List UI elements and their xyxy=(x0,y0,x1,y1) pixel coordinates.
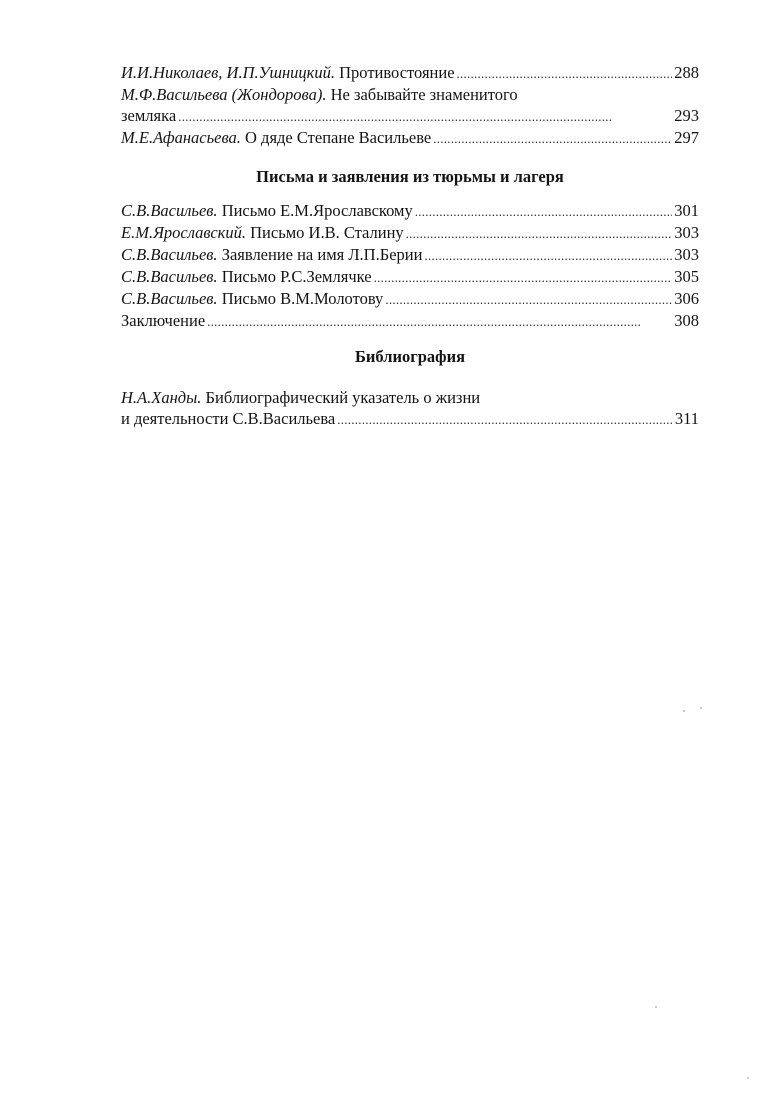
entry-page-number: 297 xyxy=(674,128,699,147)
entry-page-number: 303 xyxy=(674,245,699,264)
scan-speck xyxy=(700,707,702,709)
entry-title: Письмо Р.С.Землячке xyxy=(221,267,372,286)
entry-page-number: 293 xyxy=(674,106,699,125)
dot-leader xyxy=(424,245,672,266)
scan-speck xyxy=(747,1077,749,1079)
scan-speck xyxy=(683,710,685,712)
toc-entry xyxy=(121,84,699,127)
entry-author: С.В.Васильев. xyxy=(121,201,218,220)
entry-page-number: 288 xyxy=(674,63,699,82)
dot-leader xyxy=(207,311,672,332)
entry-author: Н.А.Ханды. xyxy=(121,388,202,407)
dot-leader xyxy=(178,106,672,127)
dot-leader xyxy=(337,409,673,430)
section-heading: Библиография xyxy=(354,347,466,366)
dot-leader xyxy=(385,289,672,310)
toc-entry xyxy=(121,222,699,244)
toc-section-3 xyxy=(121,387,699,430)
dot-leader xyxy=(415,201,673,222)
entry-page-number: 311 xyxy=(674,409,699,428)
section-heading: Письма и заявления из тюрьмы и лагеря xyxy=(256,167,564,186)
dot-leader xyxy=(406,223,673,244)
toc-section-2 xyxy=(121,200,699,332)
entry-title: О дяде Степане Васильеве xyxy=(245,128,432,147)
entry-author: С.В.Васильев. xyxy=(121,245,218,264)
entry-page-number: 301 xyxy=(674,201,699,220)
entry-title: Заключение xyxy=(121,311,206,330)
dot-leader xyxy=(433,128,672,149)
toc-entry xyxy=(121,288,699,310)
entry-title-continuation: земляка xyxy=(121,106,177,125)
entry-page-number: 308 xyxy=(674,311,699,330)
toc-entry xyxy=(121,200,699,222)
dot-leader xyxy=(374,267,673,288)
entry-page-number: 303 xyxy=(674,223,699,242)
toc-entry xyxy=(121,310,699,332)
toc-section-1 xyxy=(121,62,699,149)
toc-entry xyxy=(121,127,699,149)
entry-title: Не забывайте знаменитого xyxy=(330,85,518,104)
dot-leader xyxy=(457,63,673,84)
entry-author: С.В.Васильев. xyxy=(121,267,218,286)
entry-page-number: 305 xyxy=(674,267,699,286)
entry-page-number: 306 xyxy=(674,289,699,308)
scan-speck xyxy=(655,1006,657,1008)
entry-author: С.В.Васильев. xyxy=(121,289,218,308)
toc-entry xyxy=(121,244,699,266)
entry-author: М.Е.Афанасьева. xyxy=(121,128,241,147)
entry-title: Письмо В.М.Молотову xyxy=(221,289,384,308)
toc-entry xyxy=(121,266,699,288)
entry-author: Е.М.Ярославский. xyxy=(121,223,246,242)
toc-entry xyxy=(121,62,699,84)
entry-title-continuation: и деятельности С.В.Васильева xyxy=(121,409,336,428)
entry-author: М.Ф.Васильева (Жондорова). xyxy=(121,85,327,104)
entry-title: Заявление на имя Л.П.Берии xyxy=(221,245,423,264)
entry-title: Письмо Е.М.Ярославскому xyxy=(221,201,413,220)
toc-entry xyxy=(121,387,699,430)
entry-title: Противостояние xyxy=(339,63,455,82)
entry-author: И.И.Николаев, И.П.Ушницкий. xyxy=(121,63,336,82)
entry-title: Письмо И.В. Сталину xyxy=(250,223,404,242)
entry-title: Библиографический указатель о жизни xyxy=(205,388,481,407)
